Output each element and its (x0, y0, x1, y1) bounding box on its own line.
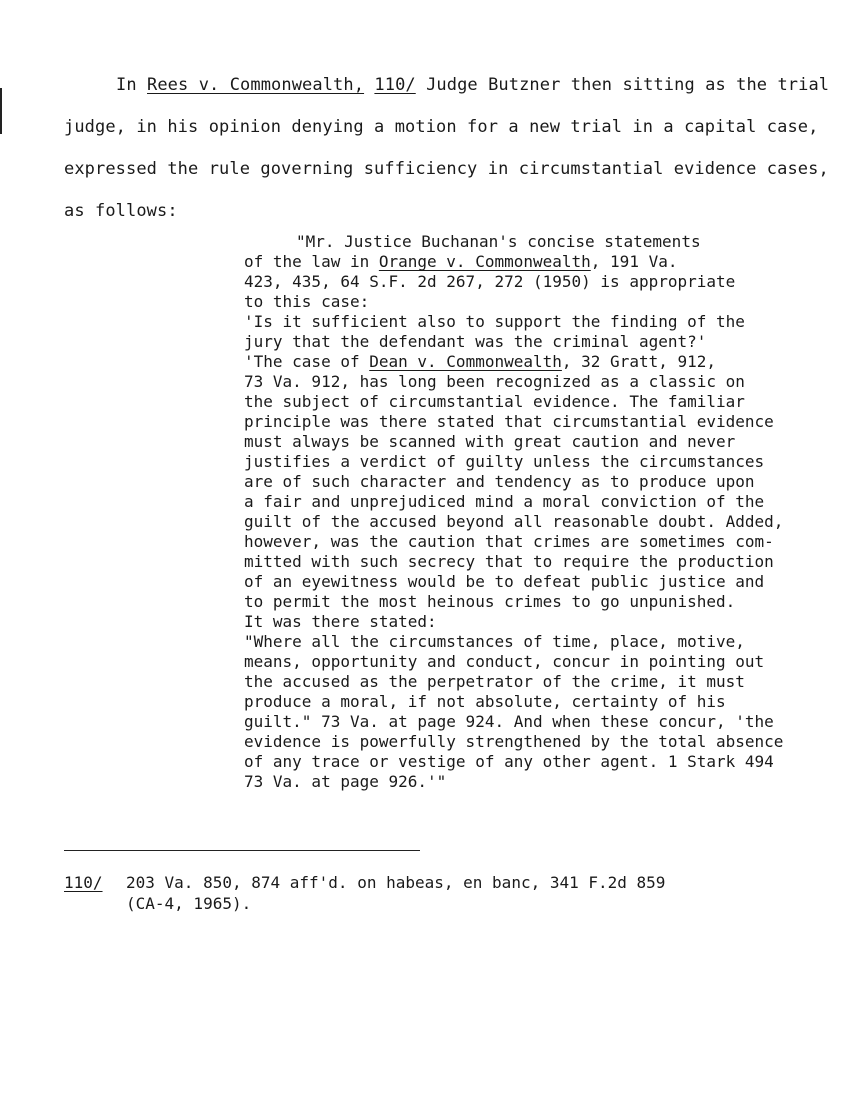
footnote-line-1 (64, 872, 804, 893)
case-citation-orange: Orange v. Commonwealth (378, 252, 591, 271)
quote-line-1: "Mr. Justice Buchanan's concise statements (296, 232, 701, 251)
case-citation-dean: Dean v. Commonwealth (369, 352, 562, 371)
case-citation-rees: Rees v. Commonwealth, (147, 75, 365, 95)
quote-line-26: evidence is powerfully strengthened by the total absence (244, 732, 784, 751)
quote-line-15: guilt of the accused beyond all reasonable doubt. Added, (244, 512, 784, 531)
footnote-reference: 110/ (374, 75, 416, 95)
quote-line-6: jury that the defendant was the criminal agent?' (244, 332, 707, 351)
quote-line-21: "Where all the circumstances of time, place, motive, (244, 632, 745, 651)
quote-line-25: guilt." 73 Va. at page 924. And when these concur, 'the (244, 712, 774, 731)
body-line-1 (64, 64, 830, 106)
body-line-1-text: In (116, 75, 148, 95)
quote-line-2-pre: of the law in (244, 252, 379, 271)
body-paragraph (64, 64, 830, 232)
quote-line-18: of an eyewitness would be to defeat public justice and (244, 572, 765, 591)
page-edge-mark (0, 88, 2, 134)
spacer (364, 75, 374, 95)
quote-line-8: 73 Va. 912, has long been recognized as a classic on (244, 372, 745, 391)
footnote-marker: 110/ (64, 873, 103, 892)
quote-line-24: produce a moral, if not absolute, certainty of his (244, 692, 726, 711)
footnote-divider (64, 850, 420, 851)
quote-line-28: 73 Va. at page 926.'" (244, 772, 447, 791)
block-quote (244, 232, 804, 792)
quote-line-27: of any trace or vestige of any other agent. 1 Stark 494 (244, 752, 774, 771)
footnote-line-2: (CA-4, 1965). (126, 894, 252, 913)
quote-line-14: a fair and unprejudiced mind a moral conviction of the (244, 492, 765, 511)
quote-line-20: It was there stated: (244, 612, 437, 631)
quote-line-19: to permit the most heinous crimes to go unpunished. (244, 592, 736, 611)
quote-line-3: 423, 435, 64 S.F. 2d 267, 272 (1950) is appropriate (244, 272, 736, 291)
quote-line-22: means, opportunity and conduct, concur in pointing out (244, 652, 765, 671)
quote-line-4: to this case: (244, 292, 370, 311)
body-line-2: judge, in his opinion denying a motion for a new trial in a capital case, (64, 117, 819, 137)
body-line-3: expressed the rule governing sufficiency in circumstantial evidence cases, (64, 159, 829, 179)
quote-line-11: must always be scanned with great caution and never (244, 432, 736, 451)
quote-line-2-post: , 191 Va. (590, 252, 678, 271)
quote-line-23: the accused as the perpetrator of the crime, it must (244, 672, 745, 691)
quote-line-7 (244, 352, 804, 372)
body-line-4: as follows: (64, 201, 178, 221)
quote-line-13: are of such character and tendency as to produce upon (244, 472, 755, 491)
quote-line-12: justifies a verdict of guilty unless the circumstances (244, 452, 765, 471)
quote-line-9: the subject of circumstantial evidence. The familiar (244, 392, 745, 411)
footnote (64, 872, 804, 914)
quote-line-7-post: , 32 Gratt, 912, (561, 352, 717, 371)
quote-line-10: principle was there stated that circumstantial evidence (244, 412, 774, 431)
quote-line-2 (244, 252, 804, 272)
quote-line-16: however, was the caution that crimes are sometimes com- (244, 532, 774, 551)
body-line-1-rest: Judge Butzner then sitting as the trial (415, 75, 830, 95)
quote-line-5: 'Is it sufficient also to support the finding of the (244, 312, 745, 331)
footnote-text-1: 203 Va. 850, 874 aff'd. on habeas, en banc, 341 F.2d 859 (126, 873, 666, 892)
quote-line-17: mitted with such secrecy that to require the production (244, 552, 774, 571)
quote-line-7-pre: 'The case of (244, 352, 370, 371)
